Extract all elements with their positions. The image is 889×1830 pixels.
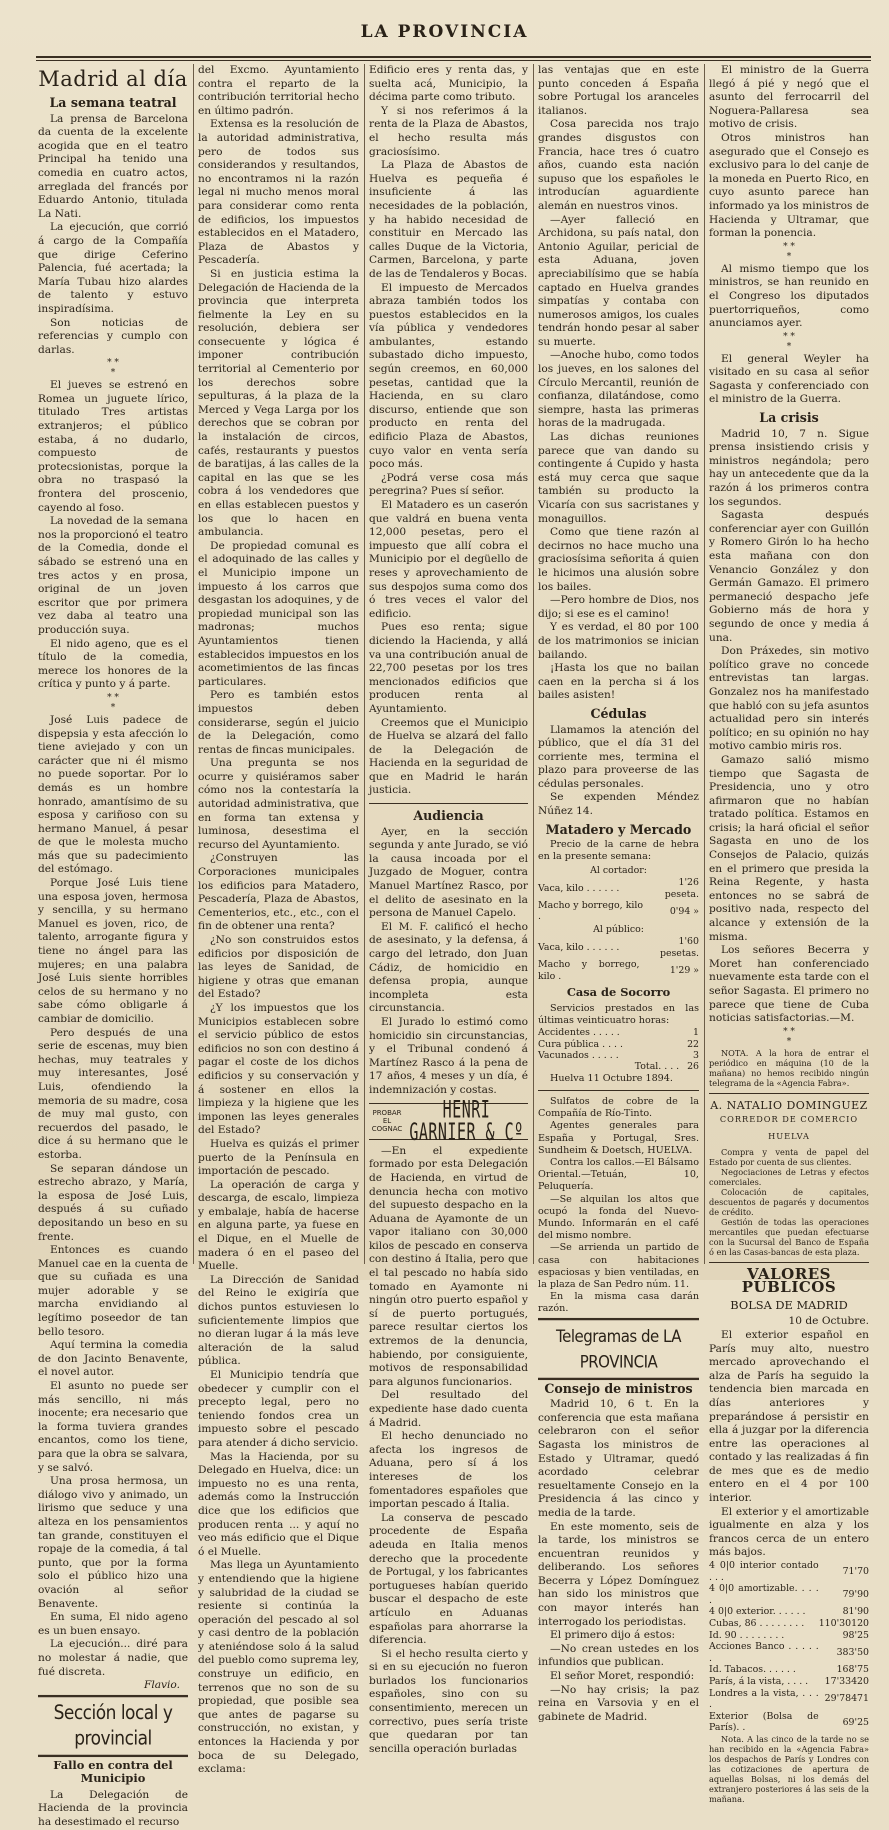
section-subheading: BOLSA DE MADRID [730,1297,848,1312]
table-cell: Exterior (Bolsa de París). . [709,1710,819,1734]
paragraph: Don Práxedes, sin motivo político grave no concede entrevistas tan largas. Gonzalez nos ha manifestado que habló con su jefa asuntos actualidad pero sin interés político; en su opinión no hay motivo cambio miris ros. [709,645,869,753]
paragraph: ¿No son construidos estos edificios por disposición de las leyes de Sanidad, de higiene y otras que emanan del Estado? [198,934,359,1001]
paragraph: Ayer, en la sección segunda y ante Jurado, se vió la causa incoada por el Juzgado de Moguer, contra Manuel Martínez Rasco, por el delito de asesinato en la persona de Manuel Capelo. [369,825,528,920]
column-separator [533,64,534,1264]
table-cell: 168'75 [836,1664,869,1676]
paragraph: Otros ministros han asegurado que el Consejo es exclusivo para lo del canje de la moneda en Puerto Rico, en cuyo asunto parece han informado ya los ministros de Hacienda y Ultramar, que forman la ponencia. [709,131,869,240]
notice: —Se alquilan los altos que ocupó la fonda del Nuevo-Mundo. Informarán en el café del mismo nombre. [538,1193,699,1242]
paragraph: El jueves se estrenó en Romea un juguete lírico, titulado Tres artistas extranjeros; el público estaba, á no dudarlo, compuesto de protecsionistas, porque la obra no traspasó la frontera del proscenio, cayendo al foso. [38,379,188,514]
paragraph: El Matadero es un caserón que valdrá en buena venta 12,000 pesetas, pero el impuesto que allí cobra el Municipio por el degüello de reses y aprovechamiento de sus despojos suma como dos ó tres veces el valor del edificio. [369,499,528,620]
table-cell: Accidentes . . . . . [538,1027,620,1039]
paragraph: Huelva es quizás el primer puerto de la Península en importación de pescado. [198,1137,359,1178]
paragraph: Pero después de una serie de escenas, muy bien hechas, muy teatrales y muy interesantes, José Luis, ofendiendo la memoria de su madre, cosa de muy mal gusto, con recuerdos del pasado, le dice á su hermano que le estorba. [38,1026,188,1161]
table-row [709,1560,869,1583]
paragraph: Madrid 10, 7 n. Sigue prensa insistiendo crisis y ministros negándola; pero hay un antecedente que da la razón á los primeros contra los segundos. [709,427,869,508]
paragraph: las ventajas que en este punto conceden á España sobre Portugal los aranceles italianos. [538,64,699,117]
paragraph: Una prosa hermosa, un diálogo vivo y animado, un lirismo que seduce y una alteza en los pensamientos tan grande, constituyen el ropaje de la comedia, á tal punto, que por la forma solo el público hizo una ovación al señor Benavente. [38,1475,188,1610]
business-line: Colocación de capitales, descuentos de pagarés y documentos de crédito. [709,1186,869,1217]
paragraph: La Plaza de Abastos de Huelva es pequeña é insuficiente á las necesidades de la población, y ha habido necesidad de constituir en Mercado las calles Duque de la Victoria, Carmen, Barcelona, y parte de las de Tendaleros y Bocas. [369,159,528,280]
paragraph: Una pregunta se nos ocurre y quisiéramos saber cómo nos la contestaría la autoridad administrativa, que en forma tan extensa y luminosa, desestima el recurso del Ayuntamiento. [198,757,359,851]
column-4 [538,64,699,1723]
table-row [709,1630,869,1642]
divider [369,803,528,804]
table-row [709,1641,869,1664]
paragraph: El impuesto de Mercados abraza también todos los puestos establecidos en la vía pública y vendedores ambulantes, estando subastado dicho impuesto, según creemos, en 60,000 pesetas, cantidad que la Hacienda, en su claro discurso, entiende que son producto en renta del edificio Plaza de Abastos, cuyo valor en venta sería poco más. [369,281,528,471]
table-row [538,900,699,923]
paragraph: El ministro de la Guerra llegó á pié y negó que el asunto del ferrocarril del Noguera-Pallaresa sea motivo de crisis. [709,64,869,131]
table-row [709,1618,869,1630]
paragraph: Llamamos la atención del público, que el día 31 del corriente mes, termina el plazo para proveerse de las cédulas personales. [538,723,699,790]
table-cell: 69'25 [842,1716,869,1728]
paragraph: Al mismo tiempo que los ministros, se han reunido en el Congreso los diputados puertorriqueños, como anunciamos ayer. [709,262,869,330]
paragraph: Los señores Becerra y Moret han conferenciado nuevamente esta tarde con el señor Sagasta. El primero no parece que tiene de Cuba noticias satisfactorias.—M. [709,944,869,1025]
paragraph: Gamazo salió mismo tiempo que Sagasta de Presidencia, uno y otro afirmaron que no habían tratado política. Estamos en crisis; la hará oficial el señor Sagasta en uno de los Consejos de Palacio, quizás en el primero que presida la Reina Regente, y hasta entonces no se sabrá de positivo nada, respecto del alcance y extensión de la misma. [709,753,869,943]
paragraph: La ejecución, que corrió á cargo de la Compañía que dirige Ceferino Palencia, fué acertada; la María Tubau hizo alardes de talento y estuvo inspiradísima. [38,221,188,315]
business-role: CORREDOR DE COMERCIO [719,1114,859,1125]
paragraph: Las dichas reuniones parece que van dando su contingente á Cupido y hasta está muy cerca que saque también su producto la Vicaría con sus sacristanes y monaguillos. [538,431,699,525]
paragraph: Y si nos referimos á la renta de la Plaza de Abastos, el hecho resulta más graciosísimo. [369,104,528,158]
note: Nota. A las cinco de la tarde no se han recibido en la «Agencia Fabra» los despachos de París y Londres con las cotizaciones de apertura de aquellas Bolsas, ni los demás del extranjero posteriores á las seis de la mañana. [709,1733,869,1804]
paragraph: Servicios prestados en las últimas veinticuatro horas: [538,1002,699,1026]
table-cell: 29'78471 [824,1693,869,1705]
paragraph: En este momento, seis de la tarde, los ministros se encuentran reunidos y deliberando. Los señores Becerra y López Domínguez han sido los ministros que con mayor interés han interrogado los periodistas. [538,1520,699,1628]
relief-house-table [538,1027,699,1073]
table-cell: Id. 90 . . . . . . . . [709,1629,785,1641]
table-cell: 383'50 [836,1646,869,1658]
table-cell: París, á la vista, . . . . [709,1675,809,1687]
table-cell: Vaca, kilo . . . . . . [538,942,620,954]
table-cell: 98'25 [842,1629,869,1641]
column-2 [198,64,359,1776]
table-cell: 4 0|0 amortizable. . . . . [709,1583,819,1606]
table-cell: Total. . . . [634,1061,680,1073]
column-1 [38,64,188,1829]
paragraph: Y es verdad, el 80 por 100 de los matrimonios se inician bailando. [538,621,699,661]
meat-price-table [538,936,699,982]
paragraph: —En el expediente formado por esta Delegación de Hacienda, en virtud de denuncia hecha con motivo del supuesto despacho en la Aduana de Ayamonte de un vapor italiano con 30,000 kilos de pescado en conserva con destino á Italia, pero que el tal pescado no había sido tomado en Ayamonte ni ningún otro puerto español y sí de puerto portugués, parece resultar ciertos los extremos de la denuncia, habiendo, por consiguiente, motivos de responsabilidad para algunos funcionarios. [369,1144,528,1388]
table-cell: Macho y borrego, kilo . [538,900,644,923]
paragraph: Si el hecho resulta cierto y si en su ejecución no fueron burlados los funcionarios españoles, sino con su consentimiento, merecen un correctivo, pues sería triste que quedaran por tan sencilla operación burladas [369,1647,528,1755]
paragraph: El nido ageno, que es el título de la comedia, merece los honores de la crítica y punto y á parte. [38,637,188,691]
table-cell: 81'90 [842,1606,869,1618]
table-row [709,1711,869,1734]
table-cell: 22 [687,1038,699,1050]
notice: Sulfatos de cobre de la Compañía de Río-Tinto. [538,1095,699,1120]
paragraph: Se expenden Méndez Núñez 14. [538,791,699,818]
notice: En la misma casa darán razón. [538,1291,699,1315]
paragraph: Mas llega un Ayuntamiento y entendiendo que la higiene y salubridad de la ciudad se resiente si continúa la operación del pescado al sol y casi dentro de la población y ateniéndose solo á la salud del pueblo como suprema ley, construye un edificio, en terrenos que no son de su propiedad, que posible sea que antes de pagarse su construcción, no existan, y entonces la Hacienda y por boca de su Delegado, exclama: [198,1559,359,1776]
paragraph: Sagasta después conferenciar ayer con Guillón y Romero Girón lo ha hecho esta mañana con don Venancio González y don Germán Gamazo. El primero permaneció despacho jefe Gobierno más de hora y segundo de once y media á una. [709,509,869,644]
table-cell: 71'70 [842,1565,869,1577]
cognac-advertisement [369,1094,528,1146]
paragraph: Aquí termina la comedia de don Jacinto Benavente, el novel autor. [38,1339,188,1379]
paragraph: El primero dijo á estos: [550,1629,676,1642]
table-cell: 4 0|0 interior contado . . . [709,1560,819,1583]
paragraph: —No crean ustedes en los infundios que publican. [538,1642,699,1669]
paragraph: El Jurado lo estimó como homicidio sin circunstancias, y el Tribunal condenó á Martínez Rasco á la pena de 17 años, 4 meses y un día, é indemnización y costas. [369,1015,528,1096]
ad-brand: HENRI GARNIER & Cº [409,1094,524,1146]
paragraph: ¡Hasta los que no bailan caen en la percha si á los bailes asisten! [538,662,699,702]
table-cell: 79'90 [842,1589,869,1601]
table-row [709,1606,869,1618]
local-section-title: Sección local y provincial [38,1695,188,1757]
section-heading: Casa de Socorro [566,985,671,1000]
paragraph: Madrid 10, 6 t. En la conferencia que esta mañana celebraron con el señor Sagasta los ministros de Estado y Ultramar, quedó acordado celebrar resueltamente Consejo en la Presidencia á las cinco y media de la tarde. [538,1398,699,1519]
table-cell: Cura pública . . . . [538,1038,623,1050]
table-row [538,877,699,900]
divider [709,1093,869,1094]
paragraph: del Excmo. Ayuntamiento contra el reparto de la contribución territorial hecho en último padrón. [198,64,359,117]
section-heading: La crisis [759,410,819,426]
table-row [709,1688,869,1711]
paragraph: Pero es también estos impuestos deben considerarse, según el juicio de la Delegación, como rentas de fincas municipales. [198,689,359,756]
table-cell: 3 [693,1049,699,1061]
paragraph: El hecho denunciado no afecta los ingresos de Aduana, pero sí á los intereses de los fomentadores españoles que importan pescado á Italia. [369,1430,528,1511]
table-row [538,1027,699,1038]
table-cell: 26 [687,1061,699,1073]
paragraph: La ejecución... diré para no molestar á nadie, que fué discreta. [38,1638,188,1678]
telegrams-title: Telegramas de LA PROVINCIA [538,1318,699,1380]
table-cell: Acciones Banco . . . . . . [709,1641,819,1664]
table-subheading: Al público: [593,923,644,935]
table-row [538,1039,699,1050]
date-line: Huelva 11 Octubre 1894. [550,1072,673,1084]
paragraph: ¿Construyen las Corporaciones municipales los edificios para Matadero, Pescadería, Plaza de Abastos, Cementerios, etc., etc., con el fin de obtener una renta? [198,852,359,933]
paragraph: El exterior español en París muy alto, nuestro mercado aprovechando el alza de París ha seguido la tendencia bien marcada en días anteriores y preparándose á persistir en ella á juzgar por la diferencia entre las operaciones al contado y las realizadas á fin de mes que es de medio entero en el 4 por 100 interior. [709,1328,869,1505]
section-heading: VALORES PUBLICOS [741,1264,837,1297]
paragraph: Como que tiene razón al decirnos no hace mucho una graciosísima señorita á quien le hicimos una alusión sobre los bailes. [538,526,699,593]
table-row [538,1061,699,1072]
paragraph: De propiedad comunal es el adoquinado de las calles y el Municipio impone un impuesto á los carros que desgastan los adoquines, y de propiedad municipal son las madronas; muchos Ayuntamientos tienen establecidos impuestos en los acometimientos de las fincas particulares. [198,539,359,688]
table-cell: Vaca, kilo . . . . . . [538,882,620,894]
business-line: Negociaciones de Letras y efectos comerciales. [709,1166,869,1187]
paragraph: Cosa parecida nos trajo grandes disgustos con Francia, hace tres ó cuatro años, cuando esta nación supuso que los españoles le introducían aguardiente alemán en nuestros vinos. [538,118,699,212]
paragraph: Si en justicia estima la Delegación de Hacienda de la provincia que interpreta fielmente la Ley en su resolución, debiera ser consecuente y lógica é imponer contribución territorial al Cementerio por los derechos sobre sepulturas, á la plaza de la Merced y Vega Larga por los derechos que se cobran por la instalación de circos, cafés, restaurants y puestos de baratijas, á las calles de la capital en las que se les cobra á los vendedores que en ellas establecen puestos y los que lo hacen en ambulancia. [198,267,359,539]
paragraph: La operación de carga y descarga, de escalo, limpieza y embalaje, había de hacerse en alguna parte, ya fuese en el Dique, en el Muelle de madera ó en el paseo del Muelle. [198,1178,359,1273]
table-cell: Vacunados . . . . . [538,1049,619,1061]
table-cell: Macho y borrego, kilo . [538,959,640,982]
date-line: 10 de Octubre. [788,1315,869,1328]
paragraph: El general Weyler ha visitado en su casa al señor Sagasta y conferenciado con el ministro de la Guerra. [709,352,869,406]
section-stars: * * * [783,241,795,262]
business-name: A. NATALIO DOMINGUEZ [710,1098,868,1112]
paragraph: El asunto no puede ser más sencillo, ni más inocente; era necesario que la forma tuviera grandes encantos, como los tiene, para que la obra se salvara, y se salvó. [38,1380,188,1474]
table-cell: 1'60 pesetas. [659,936,699,959]
business-city: HUELVA [768,1130,810,1141]
table-row [709,1676,869,1688]
table-cell: 0'94 » [669,905,699,917]
paragraph: Son noticias de referencias y cumplo con darlas. [38,316,188,356]
section-heading: Consejo de ministros [544,1380,693,1396]
table-row [538,959,699,982]
paragraph: La Dirección de Sanidad del Reino le exigiría que dichos puntos estuviesen lo suficientemente limpios que no dieran lugar á la más leve alteración de la salud pública. [198,1273,359,1368]
table-cell: Id. Tabacos. . . . . . [709,1664,796,1676]
paragraph: —No hay crisis; la paz reina en Varsovia y en el gabinete de Madrid. [538,1683,699,1723]
top-rule [36,56,871,61]
column-separator [364,64,365,1264]
paragraph: Pues eso renta; sigue diciendo la Hacienda, y allá va una contribución anual de 22,700 pesetas por los tres mencionados edificios que producen renta al Ayuntamiento. [369,621,528,715]
section-stars: * * * [107,692,119,713]
table-cell: 4 0|0 exterior. . . . . . [709,1606,806,1618]
table-row [538,1050,699,1061]
paragraph: Mas la Hacienda, por su Delegado en Huelva, dice: un impuesto no es una renta, además como la Instrucción dice que los edificios que producen renta ... y aquí no veo más edificio que el Dique ó el Muelle. [198,1450,359,1558]
section-heading: Matadero y Mercado [545,821,692,837]
column-3 [369,64,528,1755]
section-stars: * * * [783,1026,795,1047]
section-heading: Fallo en contra del Municipio [53,1757,173,1786]
table-row [709,1664,869,1676]
paragraph: —Ayer falleció en Archidona, su país natal, don Antonio Aguilar, pericial de esta Aduana, joven apreciabilísimo que se había captado en Huelva grandes simpatías y contaba con numerosos amigos, los cuales tendrán hondo pesar al saber su muerte. [538,213,699,348]
paragraph: Precio de la carne de hebra en la presente semana: [538,839,699,863]
table-subheading: Al cortador: [590,864,647,876]
table-cell: 1 [693,1027,699,1039]
ad-tagline: PROBAR EL COGNAC [371,1109,403,1134]
paragraph: El M. F. calificó el hecho de asesinato, y la defensa, á cargo del letrado, don Juan Cádiz, de homicidio en defensa propia, aunque incompleta esta circunstancia. [369,920,528,1015]
column-5 [709,64,869,1804]
section-heading: Audiencia [413,808,484,824]
section-heading: La semana teatral [49,95,177,110]
paragraph: Porque José Luis tiene una esposa joven, hermosa y sencilla, y su hermano Manuel es joven, rico, de talento, arrogante figura y tiene no ángel para las mujeres; en una palabra José Luis siente horribles celos de su hermano y no sabe cómo obligarle á cambiar de domicilio. [38,877,188,1025]
paragraph: La conserva de pescado procedente de España adeuda en Italia menos derecho que la procedente de Portugal, y los fabricantes portugueses habían querido buscar el despacho de este artículo en Aduanas españolas para ahorrarse la diferencia. [369,1511,528,1647]
notice: —Se arrienda un partido de casa con habitaciones espaciosas y bien ventiladas, en la plaza de San Pedro núm. 11. [538,1242,699,1290]
section-stars: * * * [783,331,795,352]
paragraph: Creemos que el Municipio de Huelva se alzará del fallo de la Delegación de Hacienda en la seguridad de que en Madrid le harán justicia. [369,716,528,797]
table-cell: 1'26 peseta. [664,877,699,900]
paragraph: Del resultado del expediente hase dado cuenta á Madrid. [369,1389,528,1429]
table-cell: Londres a la vista, . . . . [709,1687,819,1711]
column-separator [704,64,705,1264]
article-title: Madrid al día [38,67,188,91]
meat-price-table [538,877,699,923]
table-cell: 1'29 » [669,964,699,976]
divider [709,1262,869,1263]
paragraph: El señor Moret, respondió: [550,1670,695,1683]
paragraph: El exterior y el amortizable igualmente en alza y los francos cerca de un entero más bajos. [709,1505,869,1559]
paragraph: La novedad de la semana nos la proporcionó el teatro de la Comedia, donde el sábado se estrenó una en tres actos y en prosa, original de un joven escritor que por primera vez daba al teatro una producción suya. [38,515,188,636]
table-row [538,936,699,959]
table-cell: Cubas, 86 . . . . . . . . [709,1618,805,1629]
note: NOTA. A la hora de entrar el periódico en máquina (10 de la mañana) no hemos recibido ningún telegrama de la «Agencia Fabra». [709,1047,869,1088]
paragraph: José Luis padece de dispepsia y esta afección lo tiene aviejado y con un carácter que ni él mismo no puede soportar. Por lo demás es un hombre honrado, amantísimo de su esposa y cariñoso con su hermano Manuel, á pesar de que le molesta mucho más que su padecimiento del estómago. [38,713,188,876]
paragraph: —Pero hombre de Dios, nos dijo; si ese es el camino! [538,594,699,620]
masthead: LA PROVINCIA [360,22,529,42]
notice: Agentes generales para España y Portugal, Sres. Sundheim & Doetsch, HUELVA. [538,1120,699,1156]
table-row [709,1583,869,1606]
paragraph: —Anoche hubo, como todos los jueves, en los salones del Círculo Mercantil, reunión de confianza, dilatándose, como siempre, hasta las primeras horas de la madrugada. [538,349,699,430]
section-stars: * * * [107,358,119,379]
paragraph: Entonces es cuando Manuel cae en la cuenta de que su cuñada es una mujer adorable y se marcha envidiando al legítimo poseedor de tan bello tesoro. [38,1244,188,1338]
signature: Flavio. [144,1679,180,1692]
business-line: Compra y venta de papel del Estado por cuenta de sus clientes. [709,1146,869,1167]
paragraph: ¿Y los impuestos que los Municipios establecen sobre el servicio público de estos edificios no son con destino á pagar el coste de los dichos edificios y su conservación y á sostener en ellos la limpieza y la higiene que les imponen las leyes generales del Estado? [198,1001,359,1137]
stock-quotes-table [709,1560,869,1734]
paragraph: Se separan dándose un estrecho abrazo, y María, la esposa de José Luis, después á su cuñado depositando un beso en su frente. [38,1162,188,1243]
paragraph: ¿Podrá verse cosa más peregrina? Pues sí señor. [369,471,528,498]
paragraph: La prensa de Barcelona da cuenta de la excelente acogida que en el teatro Principal ha tenido una comedia en cuatro actos, arreglada del francés por Eduardo Antonio, titulada La Nati. [38,112,188,220]
table-cell: 110'30120 [818,1618,869,1629]
paragraph: Extensa es la resolución de la autoridad administrativa, pero de todos sus considerandos y resultandos, no encontramos ni la razón legal ni mucho menos moral para considerar como renta de edificios, los impuestos establecidos en el Matadero, Plaza de Abastos y Pescadería. [198,118,359,267]
paragraph: Edificio eres y renta das, y suelta acá, Municipio, la décima parte como tributo. [369,64,528,104]
notice: Contra los callos.—El Bálsamo Oriental.—Tetuán, 10, Peluquería. [538,1156,699,1193]
paragraph: El Municipio tendría que obedecer y cumplir con el precepto legal, pero no teniendo fondos crea un impuesto sobre el pescado para atender á dicho servicio. [198,1369,359,1449]
paragraph: La Delegación de Hacienda de la provincia ha desestimado el recurso [38,1788,188,1829]
table-cell: 17'33420 [824,1675,869,1687]
divider [538,1090,699,1091]
column-separator [193,64,194,1264]
section-heading: Cédulas [590,705,647,721]
paragraph: En suma, El nido ageno es un buen ensayo. [38,1611,188,1637]
business-line: Gestión de todas las operaciones mercantiles que puedan efectuarse con la Sucursal del Banco de España ó en las Casas-bancas de esta plaza. [709,1216,869,1257]
